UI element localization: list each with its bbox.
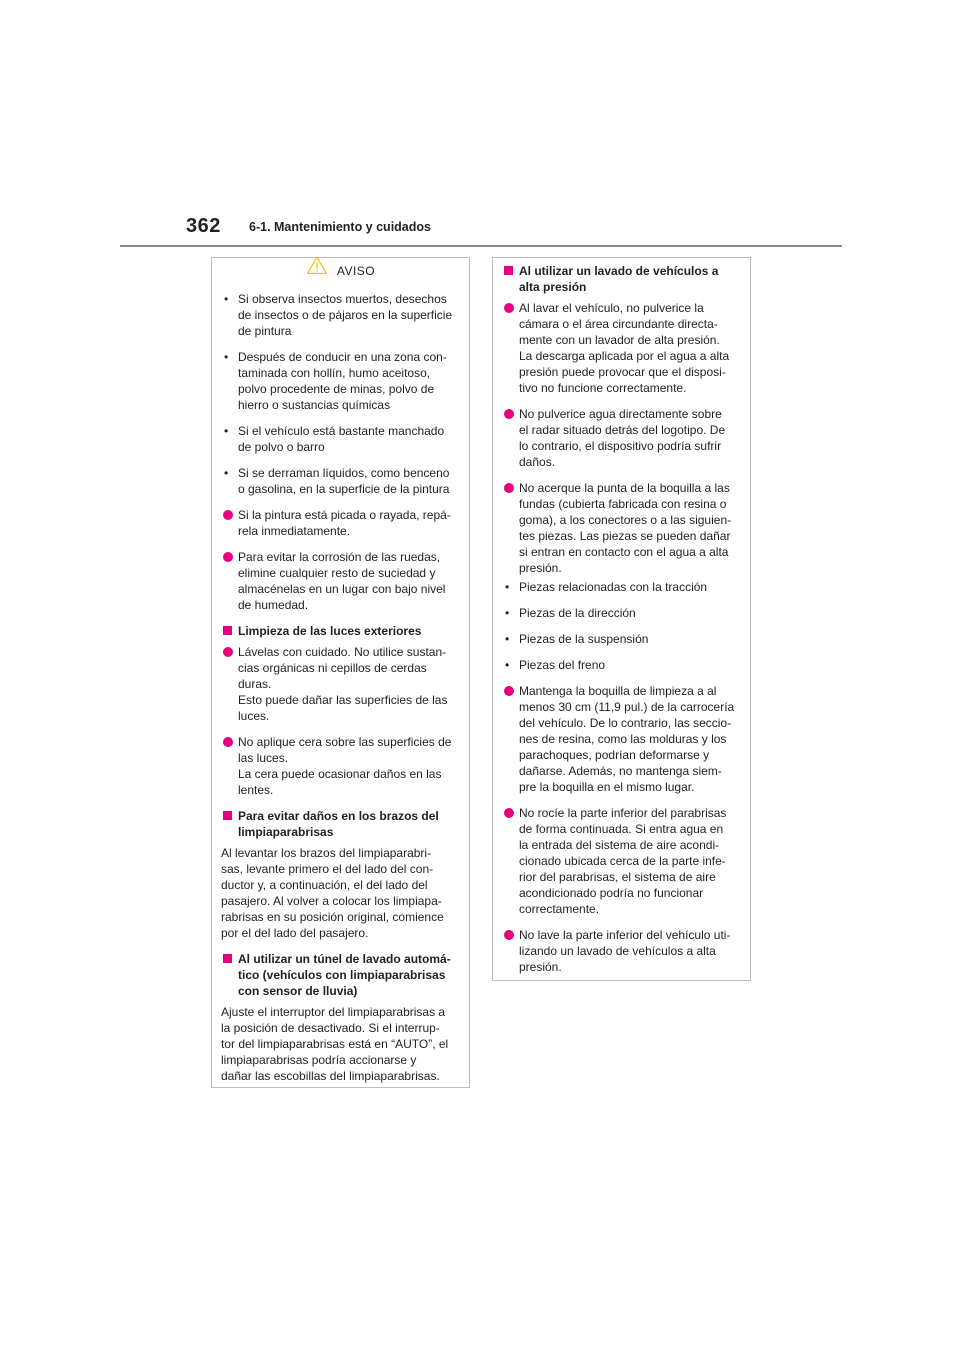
- paragraph: Ajuste el interruptor del limpiaparabrisas a la posición de desactivado. Si el interrup- tor del limpiaparabrisas está en “AUTO”, el limpiaparabrisas podría accionarse y dañar las escobillas del limpiaparabrisas.: [221, 1005, 449, 1083]
- list-item: [221, 291, 460, 339]
- subheading: [221, 623, 460, 639]
- subheading-text: Limpieza de las luces exteriores: [238, 624, 422, 638]
- list-item: [502, 927, 741, 975]
- right-notice-box: [492, 257, 751, 981]
- list-item-text: Lávelas con cuidado. No utilice sustan- cias orgánicas ni cepillos de cerdas duras. Esto puede dañar las superficies de las luces.: [238, 645, 448, 723]
- header-rule: [120, 245, 842, 247]
- list-item: [221, 465, 460, 497]
- list-item-text: Mantenga la boquilla de limpieza a al menos 30 cm (11,9 pul.) de la carrocería del vehículo. De lo contrario, las seccio- nes de resina, como las molduras y los parachoques, podrían deformarse y dañarse. Además, no mantenga siem- pre la boquilla en el mismo lugar.: [519, 684, 735, 794]
- subheading: [221, 808, 460, 840]
- list-item-text: Después de conducir en una zona con- taminada con hollín, humo aceitoso, polvo procedente de minas, polvo de hierro o sustancias químicas: [238, 350, 447, 412]
- list-item-text: Al lavar el vehículo, no pulverice la cámara o el área circundante directa- mente con un lavador de alta presión. La descarga aplicada por el agua a alta presión puede provocar que el disposi- tivo no funcione correctamente.: [519, 301, 730, 395]
- subheading: [502, 263, 741, 295]
- list-item: [221, 734, 460, 798]
- dash-bullet: •: [505, 580, 510, 594]
- dash-bullet: •: [224, 350, 229, 364]
- list-item: [502, 406, 741, 470]
- list-item: [502, 657, 741, 673]
- subheading: [221, 951, 460, 999]
- list-item: [502, 805, 741, 917]
- dash-bullet: •: [224, 466, 229, 480]
- list-item-text: Piezas de la dirección: [519, 606, 636, 620]
- list-item-text: No acerque la punta de la boquilla a las fundas (cubierta fabricada con resina o goma), a los conectores o a las siguien- tes piezas. Las piezas se pueden dañar si entran en contacto con el agua a alta presión.: [519, 481, 732, 575]
- left-notice-box: [211, 257, 470, 1088]
- dash-bullet: •: [505, 658, 510, 672]
- paragraph: Al levantar los brazos del limpiaparabri- sas, levante primero el del lado del con- ductor y, a continuación, el del lado del pasajero. Al volver a colocar los limpiapa- rabrisas en su posición original, comience por el del lado del pasajero.: [221, 846, 444, 940]
- list-item: [502, 480, 741, 576]
- list-item-text: Para evitar la corrosión de las ruedas, elimine cualquier resto de suciedad y almacénelas en un lugar con bajo nivel de humedad.: [238, 550, 446, 612]
- list-item-text: Piezas del freno: [519, 658, 606, 672]
- list-item-text: Si se derraman líquidos, como benceno o gasolina, en la superficie de la pintura: [238, 466, 450, 496]
- list-item-text: Piezas relacionadas con la tracción: [519, 580, 708, 594]
- dash-bullet: •: [224, 424, 229, 438]
- list-item-text: Si la pintura está picada o rayada, repá- rela inmediatamente.: [238, 508, 451, 538]
- subheading-text: Al utilizar un lavado de vehículos a alta presión: [519, 264, 719, 294]
- list-item-text: No lave la parte inferior del vehículo uti- lizando un lavado de vehículos a alta presión.: [519, 928, 731, 974]
- list-item: [502, 579, 741, 595]
- page-number: 362: [186, 215, 221, 237]
- dash-bullet: •: [505, 632, 510, 646]
- warning-triangle-icon: [306, 256, 328, 285]
- list-item-text: Si observa insectos muertos, desechos de insectos o de pájaros en la superficie de pintura: [238, 292, 453, 338]
- list-item-text: No aplique cera sobre las superficies de las luces. La cera puede ocasionar daños en las lentes.: [238, 735, 452, 797]
- list-item: [502, 300, 741, 396]
- list-item: [221, 507, 460, 539]
- list-item: [502, 605, 741, 621]
- list-item: [221, 423, 460, 455]
- subheading-text: Para evitar daños en los brazos del limpiaparabrisas: [238, 809, 439, 839]
- subheading-text: Al utilizar un túnel de lavado automá- tico (vehículos con limpiaparabrisas con sensor de lluvia): [238, 952, 451, 998]
- section-title: 6-1. Mantenimiento y cuidados: [249, 220, 431, 234]
- notice-header: [221, 258, 460, 285]
- notice-label: AVISO: [336, 264, 376, 278]
- list-item: [221, 549, 460, 613]
- dash-bullet: •: [505, 606, 510, 620]
- list-item: [221, 644, 460, 724]
- list-item: [221, 349, 460, 413]
- list-item-text: No pulverice agua directamente sobre el radar situado detrás del logotipo. De lo contrario, el dispositivo podría sufrir daños.: [519, 407, 726, 469]
- dash-bullet: •: [224, 292, 229, 306]
- list-item: [502, 683, 741, 795]
- list-item-text: No rocíe la parte inferior del parabrisas de forma continuada. Si entra agua en la entrada del sistema de aire acondi- cionado ubicada cerca de la parte infe- rior del parabrisas, el sistema de aire acondicionado podría no funcionar correctamente.: [519, 806, 727, 916]
- list-item-text: Si el vehículo está bastante manchado de polvo o barro: [238, 424, 445, 454]
- list-item-text: Piezas de la suspensión: [519, 632, 649, 646]
- list-item: [502, 631, 741, 647]
